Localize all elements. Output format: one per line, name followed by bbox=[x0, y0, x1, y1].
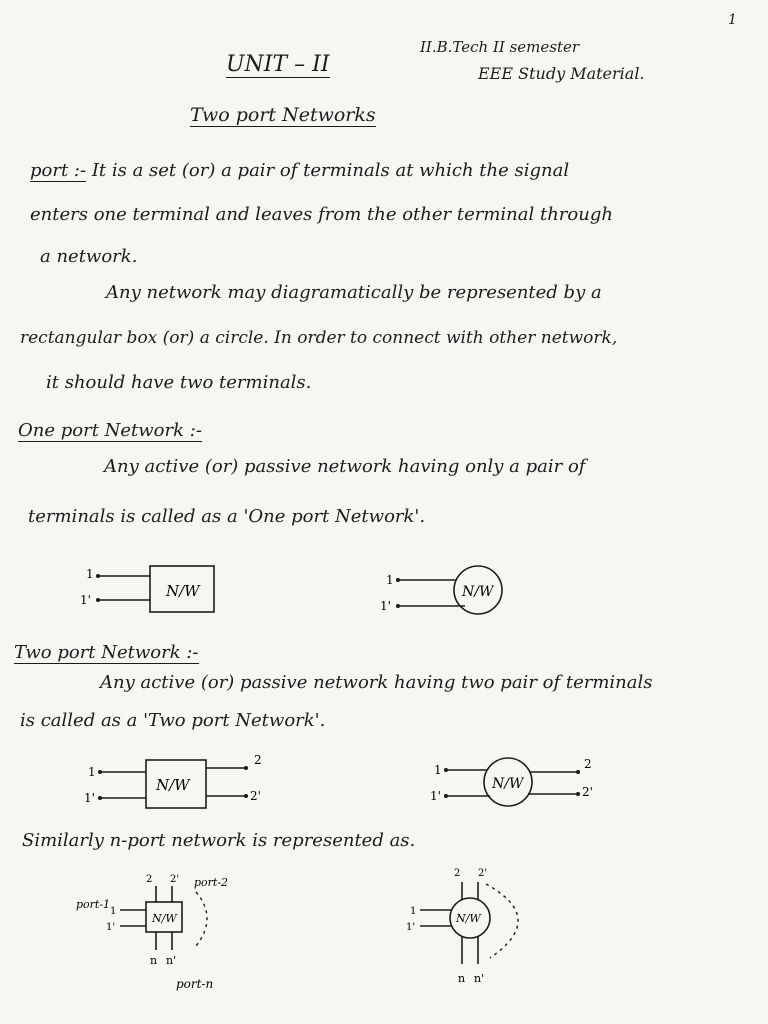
two-port-box-t2p: 2' bbox=[250, 789, 261, 803]
two-port-circle-t2p: 2' bbox=[582, 785, 593, 799]
one-port-box-t1p: 1' bbox=[80, 593, 91, 607]
n-port-box-t1p: 1' bbox=[106, 922, 116, 933]
two-port-heading: Two port Network :- bbox=[14, 642, 199, 663]
port-def-text-1: It is a set (or) a pair of terminals at which the signal bbox=[91, 160, 570, 181]
one-port-circle-t1: 1 bbox=[386, 573, 394, 587]
two-port-circle-label: N/W bbox=[492, 776, 524, 792]
n-port-circle-t2: 2 bbox=[454, 868, 461, 879]
n-port-box-port2: port-2 bbox=[194, 876, 229, 889]
n-port-circle-t1: 1 bbox=[410, 906, 417, 917]
n-port-box-portn: port-n bbox=[176, 977, 214, 991]
two-port-circle-diagram bbox=[430, 757, 593, 806]
unit-heading: UNIT – II bbox=[226, 52, 330, 77]
two-port-box-diagram bbox=[84, 753, 262, 808]
course-label: II.B.Tech II semester bbox=[420, 38, 580, 56]
two-port-box-t1p: 1' bbox=[84, 791, 95, 805]
n-port-line: Similarly n-port network is represented as. bbox=[22, 830, 416, 851]
one-port-box-label: N/W bbox=[166, 582, 200, 600]
port-definition-line-2: enters one terminal and leaves from the other terminal through bbox=[30, 204, 613, 225]
n-port-box-diagram bbox=[76, 874, 228, 991]
n-port-circle-t1p: 1' bbox=[406, 922, 416, 933]
one-port-box-t1: 1 bbox=[86, 567, 94, 581]
one-port-heading: One port Network :- bbox=[18, 420, 202, 441]
n-port-circle-diagram bbox=[406, 868, 518, 985]
two-port-box-label: N/W bbox=[156, 776, 190, 794]
one-port-line-1: Any active (or) passive network having only a pair of bbox=[104, 456, 586, 477]
n-port-box-t2p: 2' bbox=[170, 874, 180, 885]
two-port-box-t1: 1 bbox=[88, 765, 96, 779]
two-port-circle-t2: 2 bbox=[584, 757, 592, 771]
network-paragraph-line-3: it should have two terminals. bbox=[46, 372, 312, 393]
port-term: port :- bbox=[30, 160, 87, 181]
one-port-line-2: terminals is called as a 'One port Network'. bbox=[28, 506, 426, 527]
two-port-line-2: is called as a 'Two port Network'. bbox=[20, 710, 326, 731]
n-port-box-tn: n bbox=[150, 954, 158, 967]
n-port-box-t1: 1 bbox=[110, 906, 117, 917]
two-port-line-1: Any active (or) passive network having two pair of terminals bbox=[100, 672, 653, 693]
n-port-box-port1: port-1 bbox=[76, 898, 111, 911]
two-port-circle-t1: 1 bbox=[434, 763, 442, 777]
two-port-box-t2: 2 bbox=[254, 753, 262, 767]
n-port-box-t2: 2 bbox=[146, 874, 153, 885]
n-port-box-label: N/W bbox=[152, 912, 177, 925]
one-port-circle-t1p: 1' bbox=[380, 599, 391, 613]
port-definition-line-3: a network. bbox=[40, 246, 138, 267]
one-port-circle-diagram bbox=[380, 566, 502, 614]
one-port-circle-label: N/W bbox=[462, 584, 494, 600]
one-port-box-diagram bbox=[80, 566, 214, 612]
n-port-box-tnp: n' bbox=[166, 954, 177, 967]
page-title: Two port Networks bbox=[190, 104, 376, 126]
n-port-circle-tnp: n' bbox=[474, 972, 485, 985]
network-paragraph-line-2: rectangular box (or) a circle. In order to connect with other network, bbox=[20, 328, 618, 348]
network-paragraph-line-1: Any network may diagramatically be represented by a bbox=[106, 282, 602, 303]
n-port-circle-tn: n bbox=[458, 972, 466, 985]
n-port-circle-t2p: 2' bbox=[478, 868, 488, 879]
material-label: EEE Study Material. bbox=[478, 64, 645, 83]
two-port-circle-t1p: 1' bbox=[430, 789, 441, 803]
n-port-circle-label: N/W bbox=[456, 912, 481, 925]
page-number: 1 bbox=[728, 12, 737, 28]
